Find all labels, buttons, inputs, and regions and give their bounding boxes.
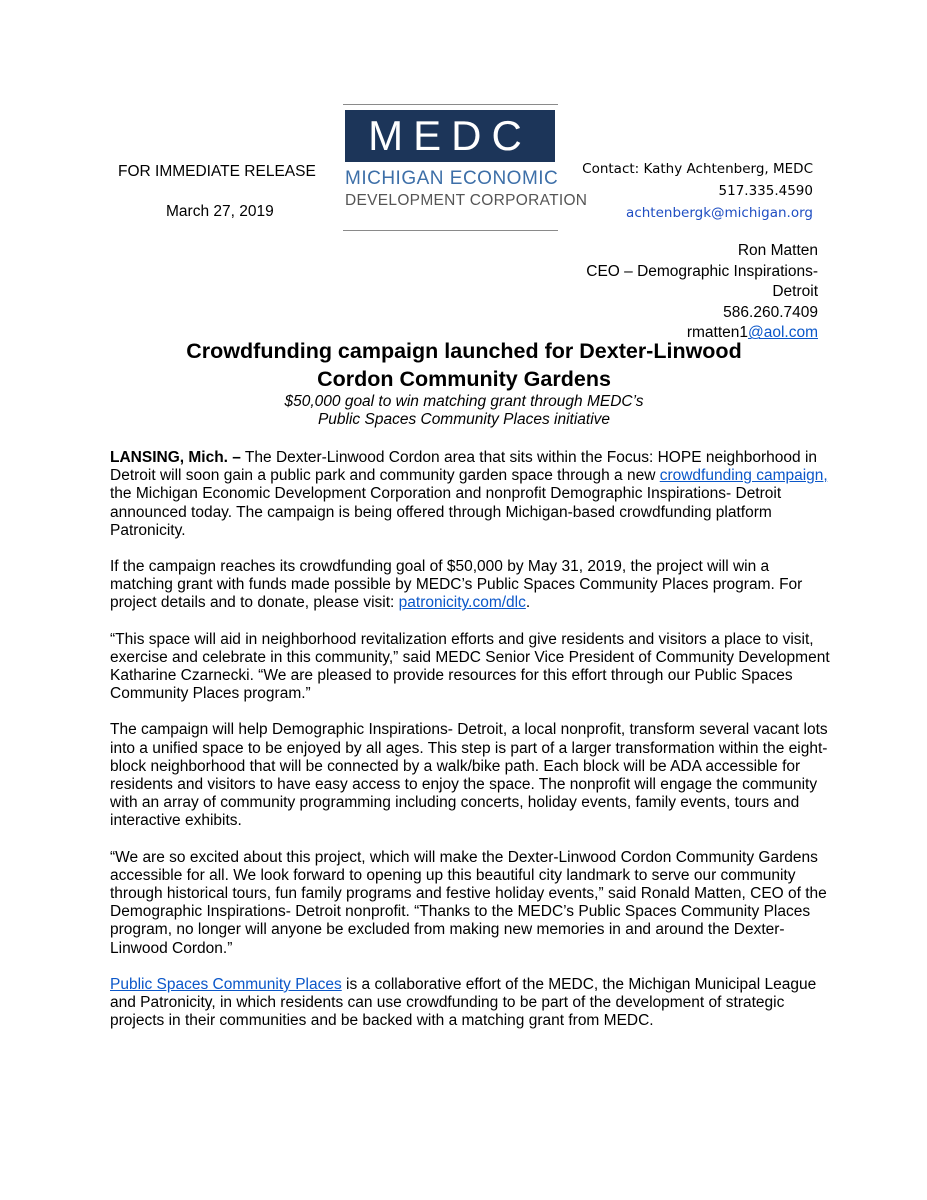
headline xyxy=(100,337,828,393)
logo-line-1: MICHIGAN ECONOMIC xyxy=(345,168,559,189)
crowdfunding-campaign-link[interactable]: crowdfunding campaign, xyxy=(659,467,828,485)
patronicity-link[interactable]: patronicity.com/dlc xyxy=(398,594,526,612)
second-contact-block xyxy=(540,241,818,344)
dateline: LANSING, Mich. – xyxy=(110,449,241,466)
paragraph-1 xyxy=(110,449,830,540)
second-contact-phone: 586.260.7409 xyxy=(723,303,818,321)
medc-logo xyxy=(343,104,588,232)
paragraph-4: The campaign will help Demographic Inspirations- Detroit, a local nonprofit, transform several vacant lots into a unified space to be enjoyed by all ages. This step is part of a larger transformation within the eight-block neighborhood that will be connected by a walk/bike path. Each block will be ADA accessible for residents and visitors to have easy access to enjoy the space. The nonprofit will engage the community with an array of community programming including concerts, holiday events, family events, tours and interactive exhibits. xyxy=(110,721,828,830)
article-body xyxy=(110,449,830,1048)
paragraph-2 xyxy=(110,558,830,613)
email-user: rmatten1 xyxy=(686,324,748,342)
paragraph-1-text-a: The Dexter-Linwood Cordon area that sits within the Focus: HOPE neighborhood in Detroit will soon gain a public park and community garden space through a new xyxy=(110,449,818,485)
contact-phone: 517.335.4590 xyxy=(718,183,813,199)
headline-line-2: Cordon Community Gardens xyxy=(317,367,611,391)
email-domain-link[interactable]: @aol.com xyxy=(747,324,818,342)
paragraph-2-text-b: . xyxy=(525,594,531,612)
logo-line-2: DEVELOPMENT CORPORATION xyxy=(345,192,588,209)
logo-letters: MEDC xyxy=(345,110,555,162)
paragraph-6-text: is a collaborative effort of the MEDC, the Michigan Municipal League and Patronicity, in which residents can use crowdfunding to be part of the development of strategic projects in their communities and be backed with a matching grant from MEDC. xyxy=(110,975,817,1030)
paragraph-5: “We are so excited about this project, which will make the Dexter-Linwood Cordon Community Gardens accessible for all. We look forward to opening up this beautiful city landmark to serve our community through historical tours, fun family programs and festive holiday events,” said Ronald Matten, CEO of the Demographic Inspirations- Detroit nonprofit. “Thanks to the MEDC’s Public Spaces Community Places program, no longer will anyone be excluded from making new memories in and around the Dexter-Linwood Cordon.” xyxy=(110,848,827,957)
subheadline-line-2: Public Spaces Community Places initiative xyxy=(317,411,611,428)
release-date: March 27, 2019 xyxy=(166,203,274,220)
release-label: FOR IMMEDIATE RELEASE xyxy=(118,163,316,180)
second-contact-title: CEO – Demographic Inspirations- Detroit xyxy=(586,262,818,301)
subheadline-line-1: $50,000 goal to win matching grant through MEDC’s xyxy=(284,393,644,410)
second-contact-name: Ron Matten xyxy=(737,242,818,259)
logo-bottom-rule xyxy=(343,230,558,231)
contact-block xyxy=(575,158,813,224)
logo-top-rule xyxy=(343,104,558,105)
paragraph-6 xyxy=(110,976,830,1031)
contact-email[interactable]: achtenbergk@michigan.org xyxy=(626,205,813,221)
headline-line-1: Crowdfunding campaign launched for Dexter-Linwood xyxy=(186,339,742,363)
subheadline xyxy=(100,393,828,429)
public-spaces-link[interactable]: Public Spaces Community Places xyxy=(110,975,342,993)
contact-name: Contact: Kathy Achtenberg, MEDC xyxy=(582,161,813,177)
paragraph-3: “This space will aid in neighborhood revitalization efforts and give residents and visitors a place to visit, exercise and celebrate in this community,” said MEDC Senior Vice President of Community Development Katharine Czarnecki. “We are pleased to provide resources for this effort through our Public Spaces Community Places program.” xyxy=(110,630,830,703)
paragraph-1-text-b: the Michigan Economic Development Corporation and nonprofit Demographic Inspirations- Detroit announced today. The campaign is being offered through Michigan-based crowdfunding platform Patronicity. xyxy=(110,485,782,539)
paragraph-2-text-a: If the campaign reaches its crowdfunding goal of $50,000 by May 31, 2019, the project will win a matching grant with funds made possible by MEDC’s Public Spaces Community Places program. For project details and to donate, please visit: xyxy=(110,558,803,612)
